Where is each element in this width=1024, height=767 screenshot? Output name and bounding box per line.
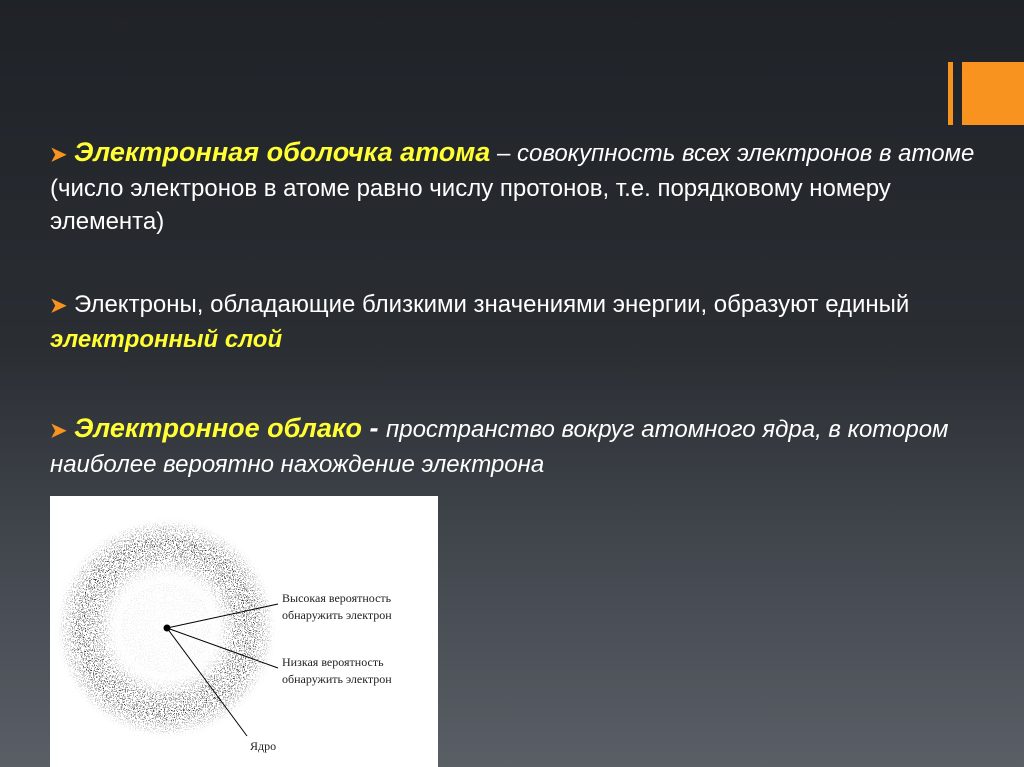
term-electron-layer: электронный слой	[50, 326, 283, 353]
bullet-electron-shell	[50, 136, 980, 238]
label-high-probability-2: обнаружить электрон	[282, 608, 392, 622]
label-low-probability-2: обнаружить электрон	[282, 672, 392, 686]
accent-bar-thin	[948, 62, 953, 125]
electron-cloud-svg	[50, 496, 438, 767]
bullet-electron-layer	[50, 288, 980, 356]
term-electron-shell: Электронная оболочка атома	[74, 137, 491, 167]
electron-cloud-diagram	[50, 496, 438, 767]
definition-electron-shell: совокупность всех электронов в атоме	[516, 140, 975, 167]
separator: –	[490, 140, 517, 167]
note-electron-count: (число электронов в атоме равно числу протонов, т.е. порядковому номеру элемента)	[50, 175, 891, 235]
label-high-probability-1: Высокая вероятность	[282, 591, 392, 605]
chevron-right-icon: ➤	[50, 144, 67, 166]
chevron-right-icon: ➤	[50, 295, 67, 317]
separator: -	[362, 413, 387, 443]
chevron-right-icon: ➤	[50, 420, 67, 442]
term-electron-cloud: Электронное облако	[74, 413, 363, 443]
label-nucleus: Ядро	[250, 739, 277, 753]
accent-bar-wide	[962, 62, 1024, 125]
definition-electron-cloud: пространство вокруг атомного ядра, в котором наиболее вероятно нахождение электрона	[50, 416, 949, 478]
label-low-probability-1: Низкая вероятность	[282, 655, 384, 669]
bullet-electron-cloud	[50, 412, 980, 481]
text-electron-layer: Электроны, обладающие близкими значениями энергии, образуют единый	[74, 291, 910, 318]
